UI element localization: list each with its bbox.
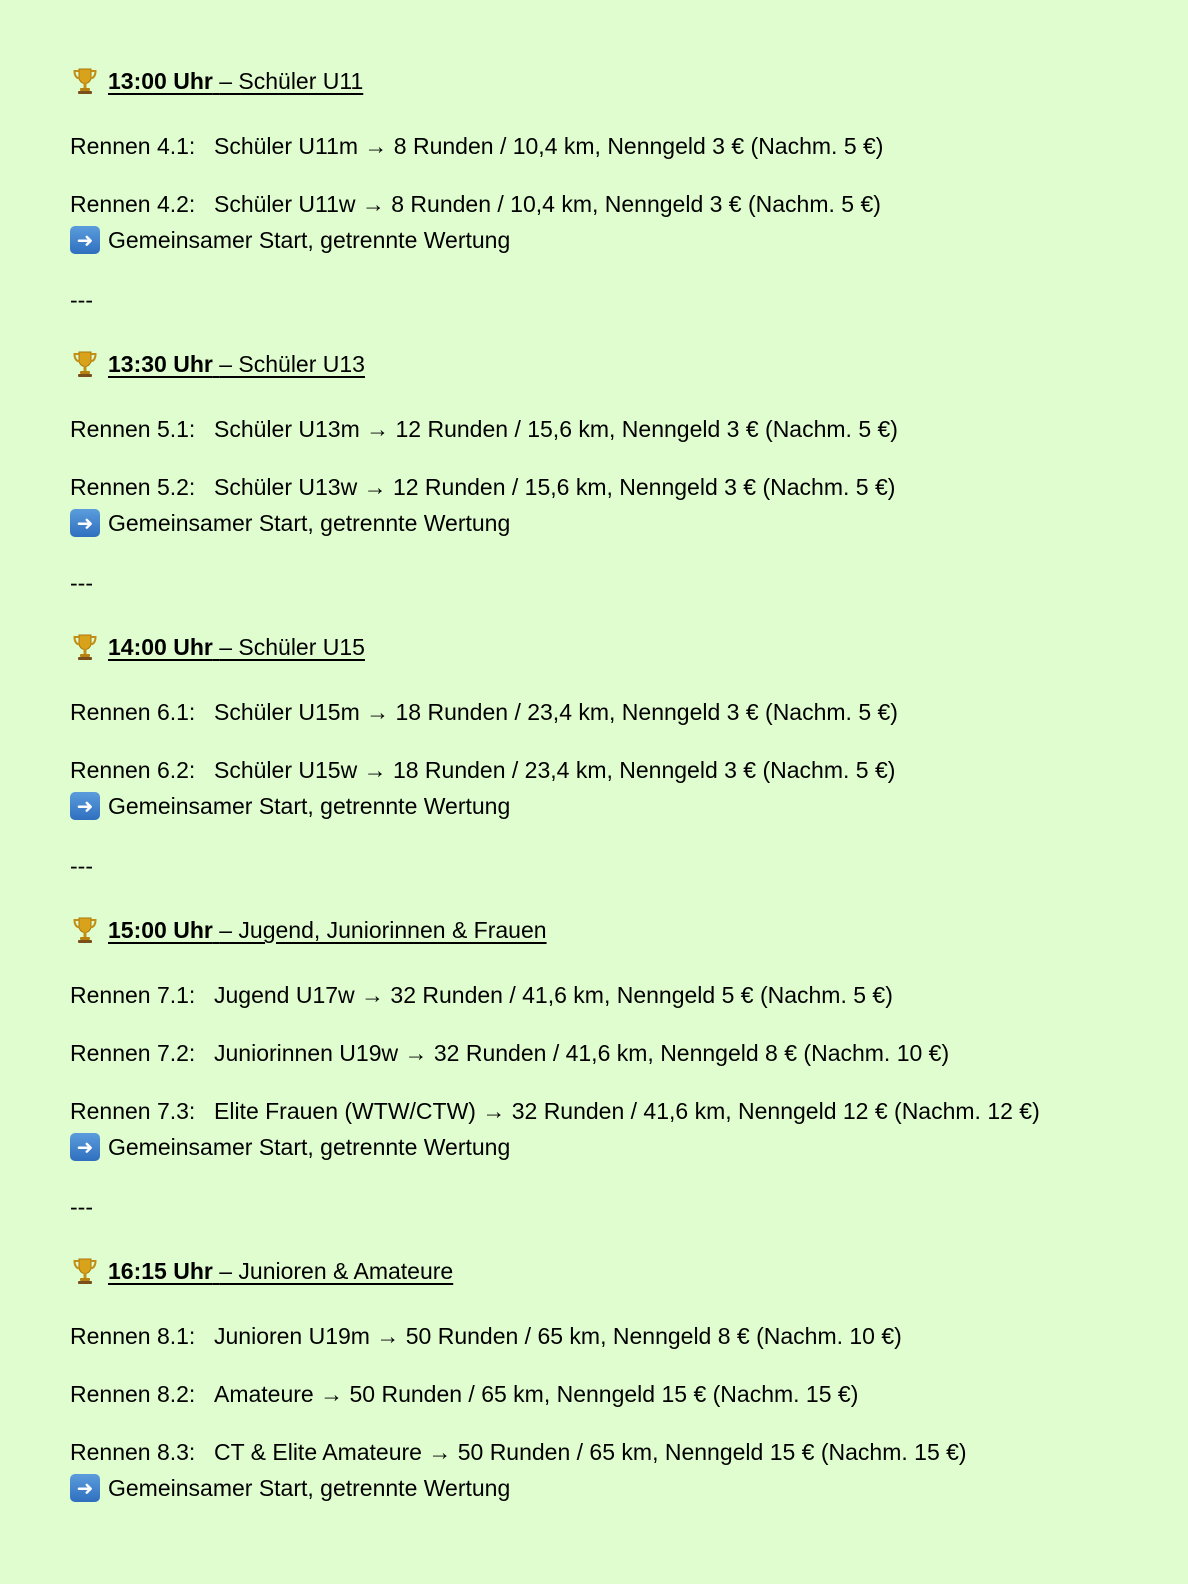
race-row: [70, 755, 1170, 785]
race-row: [70, 1321, 1170, 1351]
race-row: [70, 980, 1170, 1010]
section-heading: [70, 913, 547, 947]
race-description: Junioren U19m → 50 Runden / 65 km, Nenngeld 8 € (Nachm. 10 €): [214, 1323, 902, 1349]
race-description: Schüler U15w → 18 Runden / 23,4 km, Nenngeld 3 € (Nachm. 5 €): [214, 757, 896, 783]
section-separator: ---: [70, 570, 93, 596]
start-note: [70, 1132, 1170, 1162]
race-row: [70, 189, 1170, 219]
section-group: – Junioren & Amateure: [219, 1258, 454, 1284]
section-time: 15:00 Uhr: [108, 917, 213, 943]
race-description: Schüler U13w → 12 Runden / 15,6 km, Nenngeld 3 € (Nachm. 5 €): [214, 474, 896, 500]
section-separator: ---: [70, 1194, 93, 1220]
race-id: Rennen 8.3:: [70, 1439, 196, 1465]
race-row: [70, 472, 1170, 502]
section-group: – Schüler U11: [219, 68, 364, 94]
race-description: Schüler U11w → 8 Runden / 10,4 km, Nenngeld 3 € (Nachm. 5 €): [214, 191, 881, 217]
section-time: 13:00 Uhr: [108, 68, 213, 94]
section-heading: [70, 64, 363, 98]
race-description: Amateure → 50 Runden / 65 km, Nenngeld 15 € (Nachm. 15 €): [214, 1381, 859, 1407]
race-schedule: [70, 64, 1170, 1503]
race-id: Rennen 5.1:: [70, 416, 196, 442]
race-id: Rennen 6.1:: [70, 699, 196, 725]
race-description: Schüler U11m → 8 Runden / 10,4 km, Nenngeld 3 € (Nachm. 5 €): [214, 133, 884, 159]
schedule-section: [70, 913, 1170, 1222]
trophy-icon: [70, 66, 100, 96]
start-note-text: Gemeinsamer Start, getrennte Wertung: [108, 793, 511, 819]
race-row: [70, 1437, 1170, 1467]
start-note-text: Gemeinsamer Start, getrennte Wertung: [108, 227, 511, 253]
race-id: Rennen 7.3:: [70, 1098, 196, 1124]
section-time: 13:30 Uhr: [108, 351, 213, 377]
section-heading: [70, 1254, 453, 1288]
start-note: [70, 1473, 1170, 1503]
arrow-right-icon: ➜: [70, 1133, 100, 1161]
section-time: 16:15 Uhr: [108, 1258, 213, 1284]
race-description: CT & Elite Amateure → 50 Runden / 65 km, Nenngeld 15 € (Nachm. 15 €): [214, 1439, 967, 1465]
trophy-icon: [70, 349, 100, 379]
race-id: Rennen 7.2:: [70, 1040, 196, 1066]
race-description: Juniorinnen U19w → 32 Runden / 41,6 km, Nenngeld 8 € (Nachm. 10 €): [214, 1040, 950, 1066]
trophy-icon: [70, 915, 100, 945]
race-description: Schüler U15m → 18 Runden / 23,4 km, Nenngeld 3 € (Nachm. 5 €): [214, 699, 898, 725]
race-id: Rennen 5.2:: [70, 474, 196, 500]
race-row: [70, 1096, 1170, 1126]
race-id: Rennen 8.1:: [70, 1323, 196, 1349]
race-id: Rennen 8.2:: [70, 1381, 196, 1407]
race-description: Jugend U17w → 32 Runden / 41,6 km, Nenngeld 5 € (Nachm. 5 €): [214, 982, 893, 1008]
start-note: [70, 508, 1170, 538]
arrow-right-icon: ➜: [70, 792, 100, 820]
start-note: [70, 225, 1170, 255]
section-heading: [70, 347, 365, 381]
section-separator: ---: [70, 287, 93, 313]
race-row: [70, 697, 1170, 727]
schedule-section: [70, 1254, 1170, 1503]
schedule-section: [70, 630, 1170, 881]
race-description: Schüler U13m → 12 Runden / 15,6 km, Nenngeld 3 € (Nachm. 5 €): [214, 416, 898, 442]
race-id: Rennen 4.1:: [70, 133, 196, 159]
start-note-text: Gemeinsamer Start, getrennte Wertung: [108, 510, 511, 536]
arrow-right-icon: ➜: [70, 509, 100, 537]
race-id: Rennen 7.1:: [70, 982, 196, 1008]
race-id: Rennen 6.2:: [70, 757, 196, 783]
start-note-text: Gemeinsamer Start, getrennte Wertung: [108, 1475, 511, 1501]
section-group: – Jugend, Juniorinnen & Frauen: [219, 917, 547, 943]
schedule-section: [70, 347, 1170, 598]
section-heading: [70, 630, 365, 664]
section-separator: ---: [70, 853, 93, 879]
section-group: – Schüler U15: [219, 634, 365, 660]
trophy-icon: [70, 1256, 100, 1286]
trophy-icon: [70, 632, 100, 662]
start-note-text: Gemeinsamer Start, getrennte Wertung: [108, 1134, 511, 1160]
race-row: [70, 1038, 1170, 1068]
race-row: [70, 414, 1170, 444]
race-row: [70, 131, 1170, 161]
arrow-right-icon: ➜: [70, 1474, 100, 1502]
race-id: Rennen 4.2:: [70, 191, 196, 217]
schedule-section: [70, 64, 1170, 315]
race-row: [70, 1379, 1170, 1409]
arrow-right-icon: ➜: [70, 226, 100, 254]
race-description: Elite Frauen (WTW/CTW) → 32 Runden / 41,6 km, Nenngeld 12 € (Nachm. 12 €): [214, 1098, 1040, 1124]
section-time: 14:00 Uhr: [108, 634, 213, 660]
section-group: – Schüler U13: [219, 351, 365, 377]
start-note: [70, 791, 1170, 821]
